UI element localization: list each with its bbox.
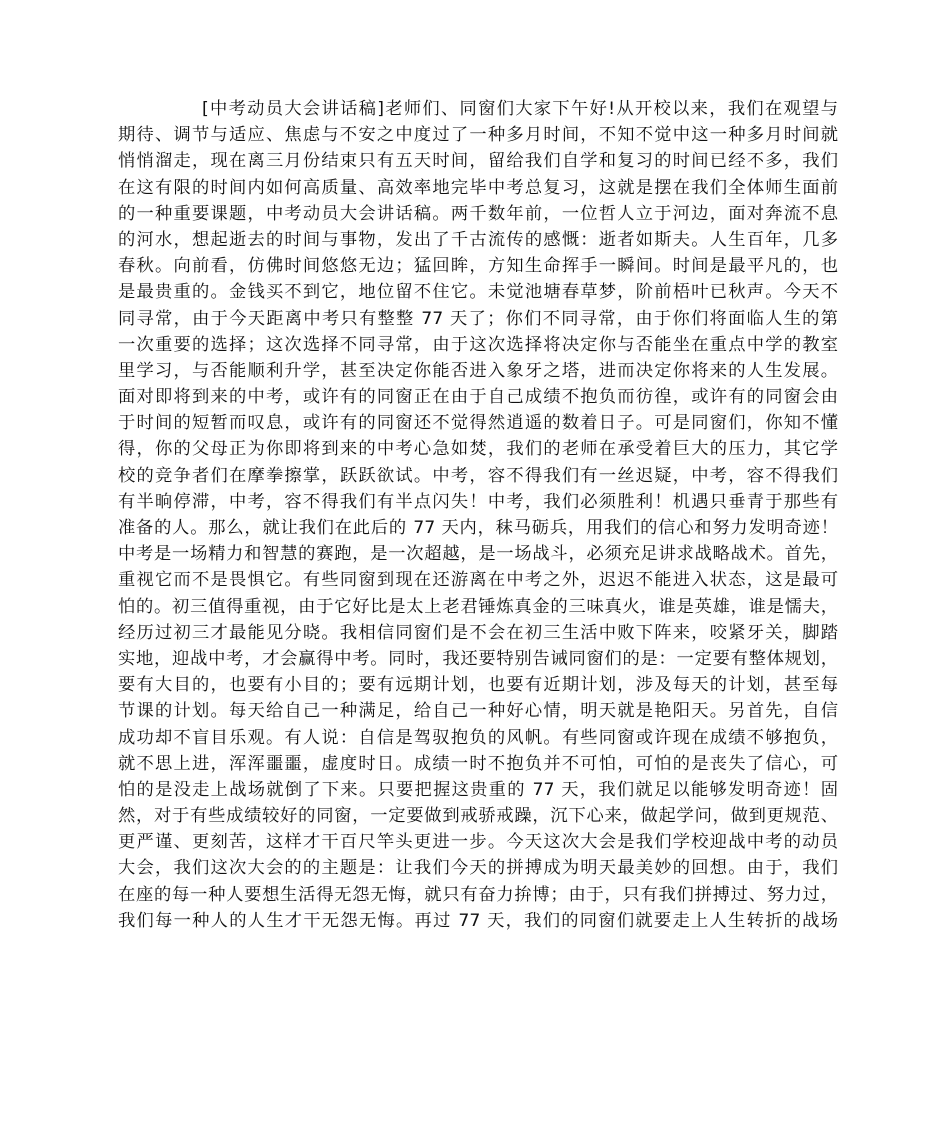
text-line: 就不思上进，浑浑噩噩，虚度时日。成绩一时不抱负并不可怕，可怕的是丧失了信心，可 <box>118 753 838 774</box>
text-line: 的河水，想起逝去的时间与事物，发出了千古流传的感慨：逝者如斯夫。人生百年，几多 <box>118 229 838 250</box>
text-line: 节课的计划。每天给自己一种满足，给自己一种好心情，明天就是艳阳天。另首先，自信 <box>118 701 838 722</box>
text-line: 在座的每一种人要想生活得无怨无悔，就只有奋力拚博；由于，只有我们拼搏过、努力过， <box>118 884 838 905</box>
text-line: 准备的人。那么，就让我们在此后的 77 天内，秣马砺兵，用我们的信心和努力发明奇迹！ <box>118 518 838 538</box>
text-line: 成功却不盲目乐观。有人说：自信是驾驭抱负的风帆。有些同窗或许现在成绩不够抱负， <box>118 727 838 748</box>
text-line: 怕的是没走上战场就倒了下来。只要把握这贵重的 77 天，我们就足以能够发明奇迹！固 <box>118 779 838 800</box>
text-line: 实地，迎战中考，才会赢得中考。同时，我还要特别告诫同窗们的是：一定要有整体规划， <box>118 648 838 669</box>
text-line: 大会，我们这次大会的的主题是：让我们今天的拼搏成为明天最美妙的回想。由于，我们 <box>118 858 838 879</box>
text-line: 校的竞争者们在摩拳擦掌，跃跃欲试。中考，容不得我们有一丝迟疑，中考，容不得我们 <box>118 465 838 486</box>
text-line: 中考是一场精力和智慧的赛跑，是一次超越，是一场战斗，必须充足讲求战略战术。首先， <box>118 544 838 565</box>
text-line: 得，你的父母正为你即将到来的中考心急如焚，我们的老师在承受着巨大的压力，其它学 <box>118 439 838 460</box>
text-line: 春秋。向前看，仿佛时间悠悠无边；猛回眸，方知生命挥手一瞬间。时间是最平凡的，也 <box>118 256 838 277</box>
text-line: 怕的。初三值得重视，由于它好比是太上老君锤炼真金的三味真火，谁是英雄，谁是懦夫， <box>118 596 838 617</box>
text-line: 然，对于有些成绩较好的同窗，一定要做到戒骄戒躁，沉下心来，做起学问，做到更规范、 <box>118 806 838 827</box>
text-line: 更严谨、更刻苦，这样才干百尺竿头更进一步。今天这次大会是我们学校迎战中考的动员 <box>118 832 838 853</box>
text-line: 期待、调节与适应、焦虑与不安之中度过了一种多月时间，不知不觉中这一种多月时间就 <box>118 125 838 146</box>
text-line: 悄悄溜走，现在离三月份结束只有五天时间，留给我们自学和复习的时间已经不多，我们 <box>118 151 838 172</box>
text-line: 有半晌停滞，中考，容不得我们有半点闪失！中考，我们必须胜利！机遇只垂青于那些有 <box>118 491 838 512</box>
text-line: 的一种重要课题，中考动员大会讲话稿。两千数年前，一位哲人立于河边，面对奔流不息 <box>118 203 838 224</box>
text-line: 我们每一种人的人生才干无怨无悔。再过 77 天，我们的同窗们就要走上人生转折的战场 <box>118 910 838 931</box>
text-line: 重视它而不是畏惧它。有些同窗到现在还游离在中考之外，迟迟不能进入状态，这是最可 <box>118 570 838 591</box>
text-line: 在这有限的时间内如何高质量、高效率地完毕中考总复习，这就是摆在我们全体师生面前 <box>118 177 838 198</box>
body-text <box>118 96 838 934</box>
text-line: 一次重要的选择；这次选择不同寻常，由于这次选择将决定你与否能坐在重点中学的教室 <box>118 334 838 355</box>
text-line: 要有大目的，也要有小目的；要有远期计划，也要有近期计划，涉及每天的计划，甚至每 <box>118 675 838 696</box>
text-line: 里学习，与否能顺利升学，甚至决定你能否进入象牙之塔，进而决定你将来的人生发展。 <box>118 360 838 381</box>
text-line: 面对即将到来的中考，或许有的同窗正在由于自己成绩不抱负而彷徨，或许有的同窗会由 <box>118 387 838 408</box>
text-line: 经历过初三才最能见分晓。我相信同窗们是不会在初三生活中败下阵来，咬紧牙关，脚踏 <box>118 622 838 643</box>
text-line: [中考动员大会讲话稿]老师们、同窗们大家下午好!从开校以来，我们在观望与 <box>202 99 838 119</box>
text-line: 同寻常，由于今天距离中考只有整整 77 天了；你们不同寻常，由于你们将面临人生的第 <box>118 308 838 329</box>
text-line: 是最贵重的。金钱买不到它，地位留不住它。未觉池塘春草梦，阶前梧叶已秋声。今天不 <box>118 282 838 303</box>
text-line: 于时间的短暂而叹息，或许有的同窗还不觉得然逍遥的数着日子。可是同窗们，你知不懂 <box>118 413 838 434</box>
